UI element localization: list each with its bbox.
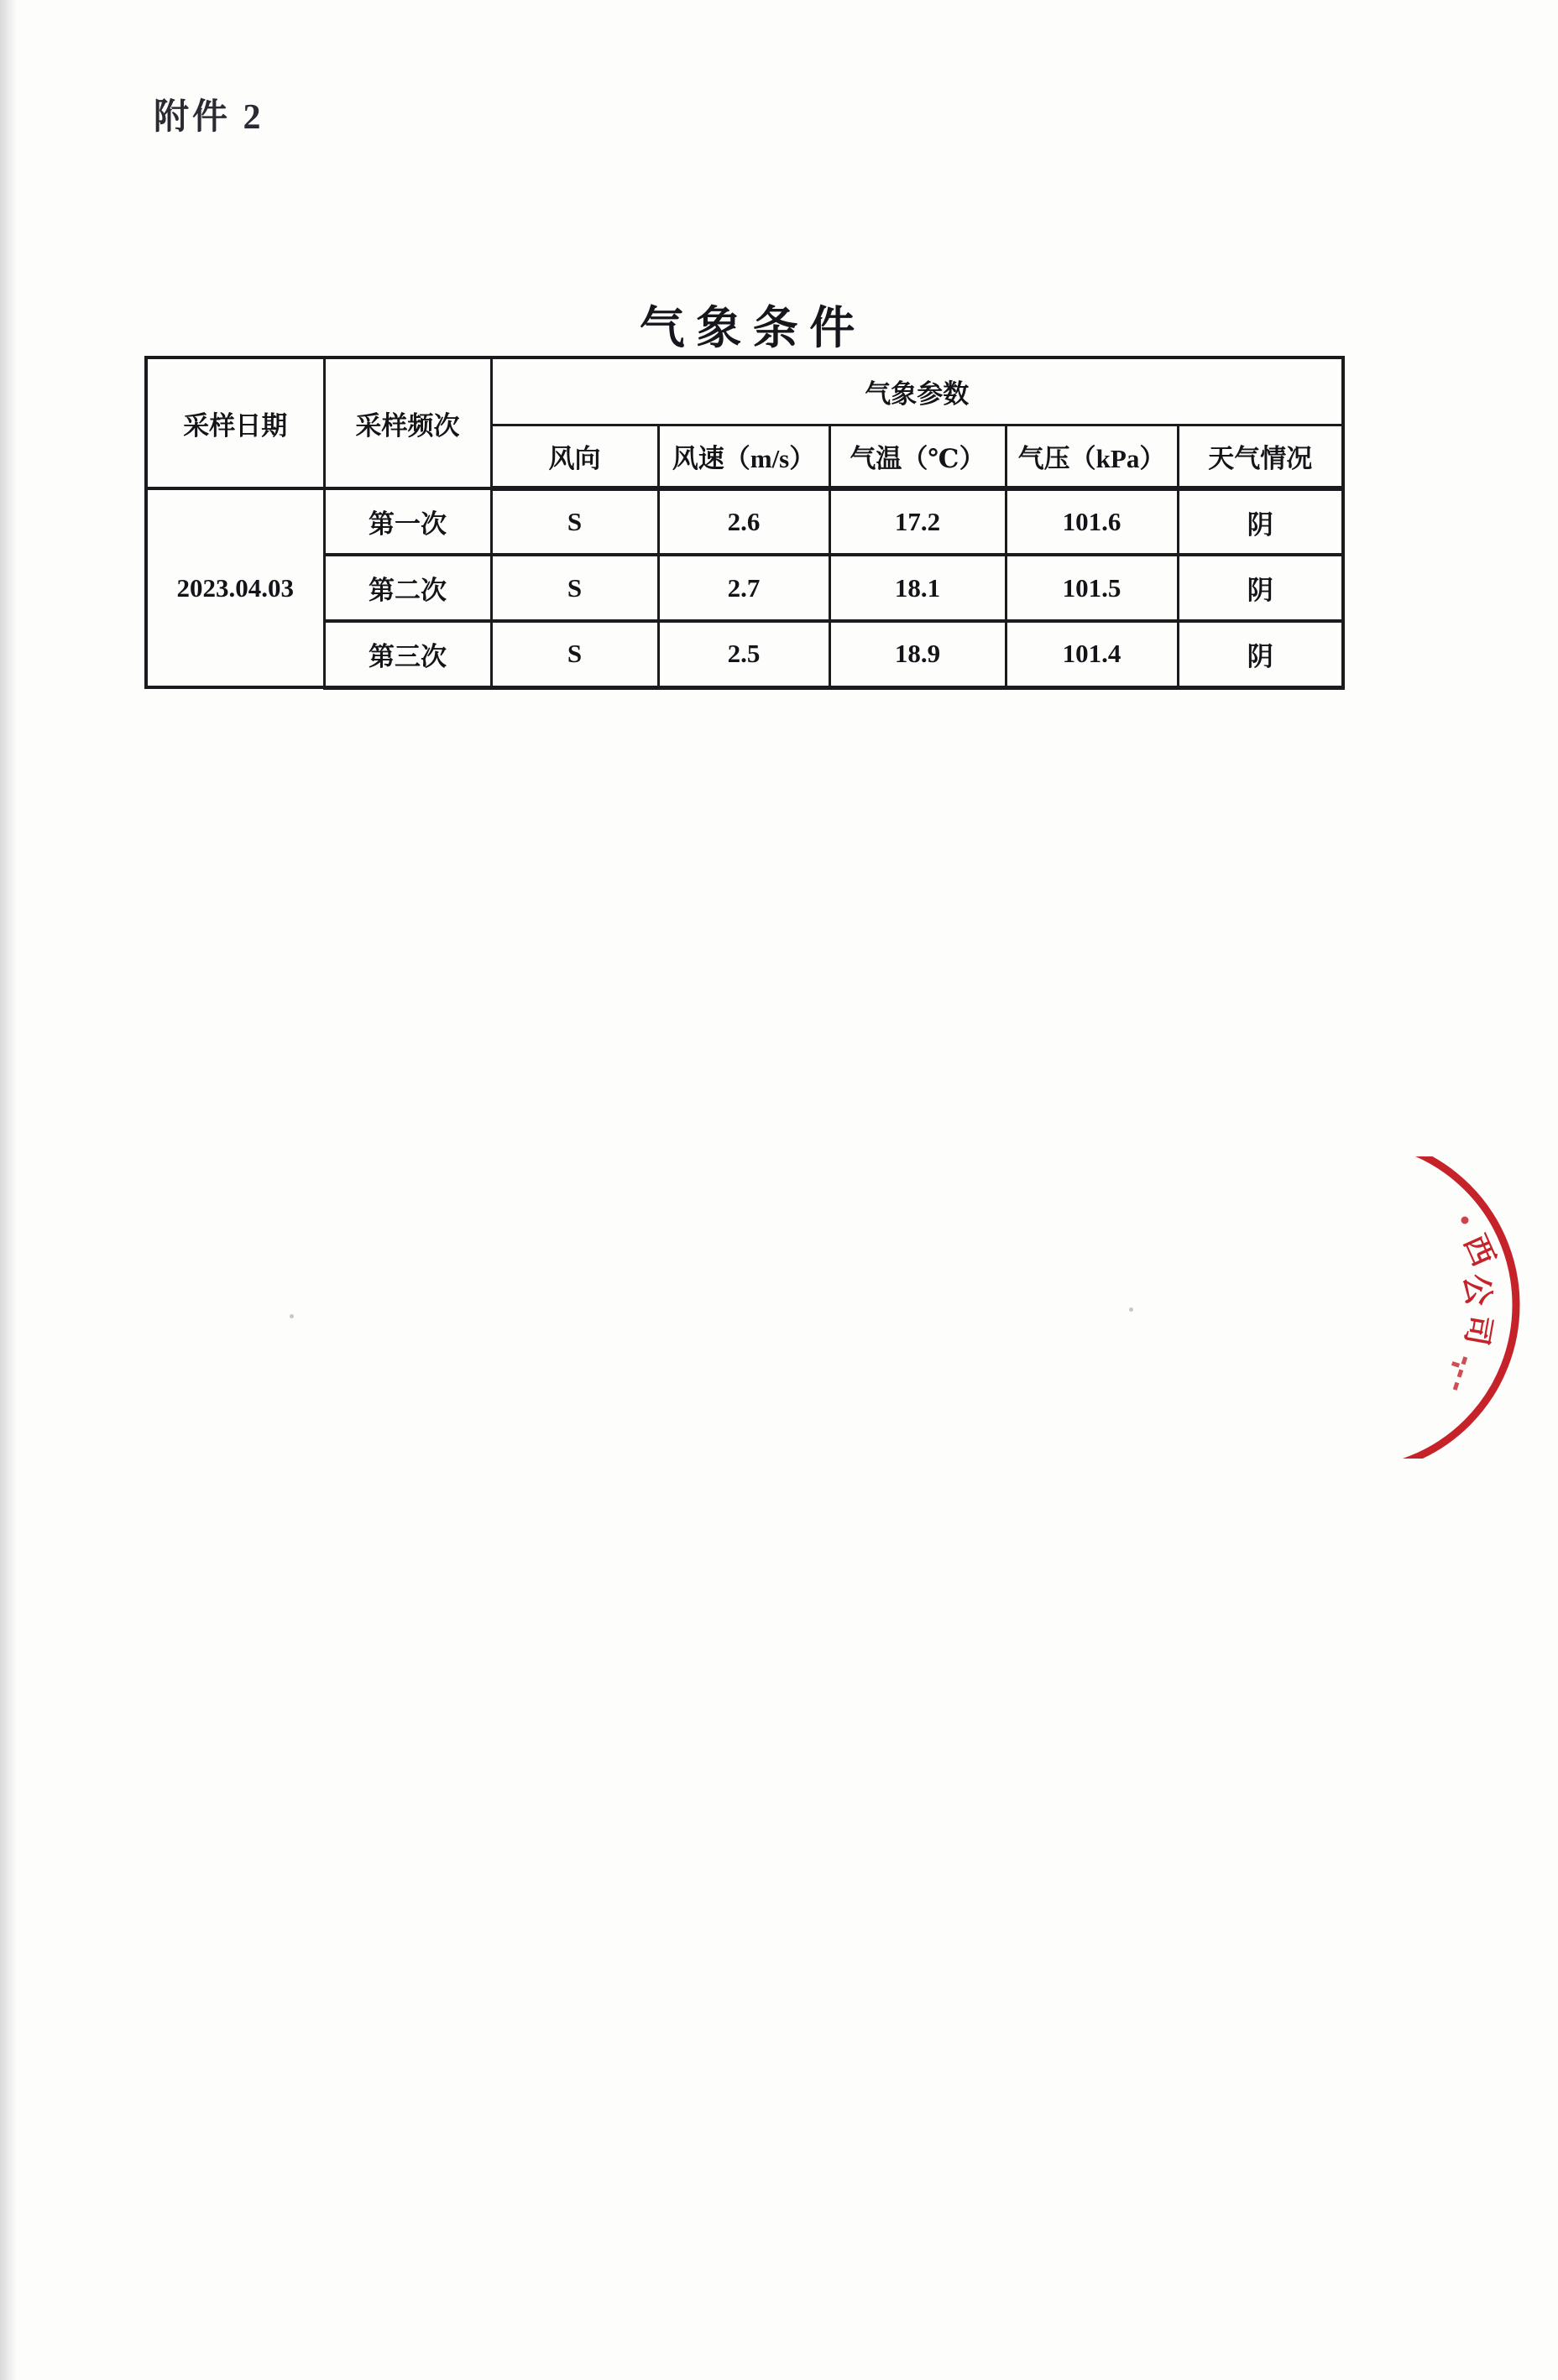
stamp-partial-glyph — [1443, 1354, 1466, 1394]
stamp-dot — [1461, 1217, 1469, 1224]
air-temperature-cell: 18.1 — [829, 555, 1006, 621]
header-air-temperature: 气温（℃） — [829, 425, 1006, 488]
header-sampling-date: 采样日期 — [146, 358, 324, 488]
wind-speed-cell: 2.7 — [658, 555, 829, 621]
attachment-label: 附件 2 — [154, 98, 264, 137]
company-stamp — [1390, 1156, 1558, 1459]
weather-conditions-table — [144, 356, 1345, 690]
scan-speck — [290, 1314, 294, 1318]
header-wind-direction: 风向 — [491, 425, 658, 488]
page-title: 气 象 条 件 — [639, 303, 855, 353]
frequency-cell: 第二次 — [324, 555, 491, 621]
header-weather-condition: 天气情况 — [1178, 425, 1343, 488]
table-row — [146, 621, 1343, 687]
stamp-character: 司 — [1459, 1312, 1498, 1349]
table-row — [146, 555, 1343, 621]
frequency-cell: 第三次 — [324, 621, 491, 687]
header-sampling-frequency: 采样频次 — [324, 358, 491, 488]
wind-direction-cell: S — [491, 555, 658, 621]
header-air-pressure: 气压（kPa） — [1006, 425, 1178, 488]
scan-speck — [1129, 1307, 1133, 1312]
wind-direction-cell: S — [491, 488, 658, 555]
air-pressure-cell: 101.5 — [1006, 555, 1178, 621]
stamp-border-arc — [1390, 1156, 1516, 1459]
scan-edge-shadow — [0, 0, 17, 2380]
air-temperature-cell: 18.9 — [829, 621, 1006, 687]
air-temperature-cell: 17.2 — [829, 488, 1006, 555]
wind-speed-cell: 2.6 — [658, 488, 829, 555]
stamp-character: 公 — [1456, 1271, 1497, 1308]
header-wind-speed: 风速（m/s） — [658, 425, 829, 488]
air-pressure-cell: 101.6 — [1006, 488, 1178, 555]
header-row-group — [146, 358, 1343, 425]
frequency-cell: 第一次 — [324, 488, 491, 555]
wind-speed-cell: 2.5 — [658, 621, 829, 687]
weather-condition-cell: 阴 — [1178, 488, 1343, 555]
header-weather-params-group: 气象参数 — [491, 358, 1343, 425]
table-row — [146, 488, 1343, 555]
air-pressure-cell: 101.4 — [1006, 621, 1178, 687]
sampling-date-cell: 2023.04.03 — [146, 488, 324, 687]
stamp-character: 西 — [1457, 1229, 1501, 1271]
wind-direction-cell: S — [491, 621, 658, 687]
weather-condition-cell: 阴 — [1178, 621, 1343, 687]
weather-condition-cell: 阴 — [1178, 555, 1343, 621]
